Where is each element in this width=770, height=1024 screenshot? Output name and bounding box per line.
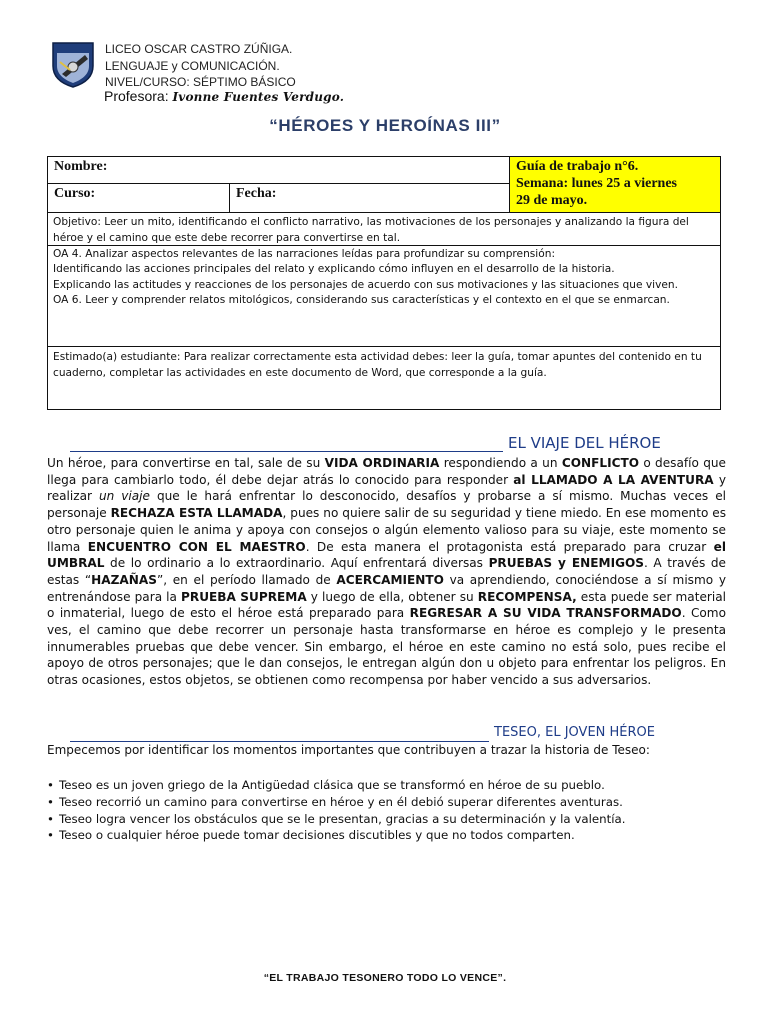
curso-field[interactable] [48, 184, 230, 212]
section-rule [70, 451, 503, 452]
subject-name: LENGUAJE y COMUNICACIÓN. [105, 58, 280, 73]
fecha-field[interactable] [230, 184, 510, 212]
list-item: • Teseo recorrió un camino para convertirse en héroe y en él debió superar diferentes aventuras. [47, 794, 625, 811]
nombre-label: Nombre: [54, 159, 108, 174]
fecha-label: Fecha: [236, 186, 277, 201]
instructions-text: Estimado(a) estudiante: Para realizar correctamente esta actividad debes: leer la guía, tomar apuntes del contenido en tu cuaderno, completar las actividades en este documento de Word, que corresponde a la guía. [48, 346, 720, 409]
oa-box [48, 245, 720, 346]
guide-number: Guía de trabajo n°6. [516, 159, 639, 174]
oa4-text: OA 4. Analizar aspectos relevantes de las narraciones leídas para profundizar su comprensión: [53, 248, 556, 260]
school-name: LICEO OSCAR CASTRO ZÚÑIGA. [105, 42, 293, 56]
guide-info-box [510, 157, 720, 212]
oa4-item-2: Explicando las actitudes y reacciones de los personajes de acuerdo con sus motivaciones y las situaciones que viven. [53, 278, 678, 291]
section-rule [70, 741, 489, 742]
oa6-text: OA 6. Leer y comprender relatos mitológicos, considerando sus características y el contexto en el que se enmarcan. [53, 293, 670, 306]
guide-week-end: 29 de mayo. [516, 193, 588, 208]
worksheet-info-table [47, 156, 721, 410]
nombre-field[interactable] [48, 157, 510, 184]
teacher-name: Ivonne Fuentes Verdugo. [172, 90, 345, 104]
list-item: • Teseo o cualquier héroe puede tomar decisiones discutibles y que no todos comparten. [47, 827, 625, 844]
guide-week: Semana: lunes 25 a viernes [516, 176, 677, 191]
oa4-item-1: Identificando las acciones principales del relato y explicando cómo influyen en el desarrollo de la historia. [53, 263, 615, 276]
objetivo-text: Objetivo: Leer un mito, identificando el conflicto narrativo, las motivaciones de los personajes y analizando la figura del héroe y el camino que este debe recorrer para convertirse en tal. [48, 212, 720, 245]
teacher-line [104, 88, 344, 104]
section-heading-teseo: TESEO, EL JOVEN HÉROE [494, 725, 655, 740]
viaje-paragraph: Un héroe, para convertirse en tal, sale de su VIDA ORDINARIA respondiendo a un CONFLICTO o desafío que llega para cambiarlo todo, él debe dejar atrás lo conocido para responder al LLAMADO A LA AVENTURA y realizar un viaje que le hará enfrentar lo desconocido, desafíos y probarse a sí mismo. Muchas veces el personaje RECHAZA ESTA LLAMADA, pues no quiere salir de su seguridad y tiene miedo. En ese momento es otro personaje quien le anima y apoya con consejos o algún elemento valioso para su viaje, este momento se llama ENCUENTRO CON EL MAESTRO. De esta manera el protagonista está preparado para cruzar el UMBRAL de lo ordinario a lo extraordinario. Aquí enfrentará diversas PRUEBAS y ENEMIGOS. A través de estas “HAZAÑAS”, en el período llamado de ACERCAMIENTO va aprendiendo, conociéndose a sí mismo y entrenándose para la PRUEBA SUPREMA y luego de ella, obtener su RECOMPENSA, esta puede ser material o inmaterial, luego de esto el héroe está preparado para REGRESAR A SU VIDA TRANSFORMADO. Como ves, el camino que debe recorrer un personaje hasta transformarse en héroe es complejo y le presenta innumerables pruebas que debe vencer. Sin embargo, el héroe en este camino no está solo, pues recibe el apoyo de otros personajes; que le dan consejos, le entregan algún don u objeto para enfrentar los peligros. En otras ocasiones, estos objetos, se obtienen como recompensa por haber vencido a sus adversarios. [47, 456, 727, 688]
list-item: • Teseo es un joven griego de la Antigüedad clásica que se transformó en héroe de su pueblo. [47, 777, 625, 794]
list-item: • Teseo logra vencer los obstáculos que se le presentan, gracias a su determinación y la valentía. [47, 811, 625, 828]
course-level: NIVEL/CURSO: SÉPTIMO BÁSICO [105, 75, 296, 89]
document-title: “HÉROES Y HEROÍNAS III” [269, 116, 501, 135]
footer-motto: “EL TRABAJO TESONERO TODO LO VENCE”. [263, 972, 507, 984]
school-crest-icon [50, 40, 96, 88]
school-header [105, 41, 296, 91]
section-heading-viaje: EL VIAJE DEL HÉROE [508, 434, 661, 452]
teacher-label: Profesora: [104, 88, 169, 104]
teseo-list [47, 777, 625, 844]
teseo-intro: Empecemos por identificar los momentos importantes que contribuyen a trazar la historia de Teseo: [47, 743, 650, 757]
curso-label: Curso: [54, 186, 96, 201]
